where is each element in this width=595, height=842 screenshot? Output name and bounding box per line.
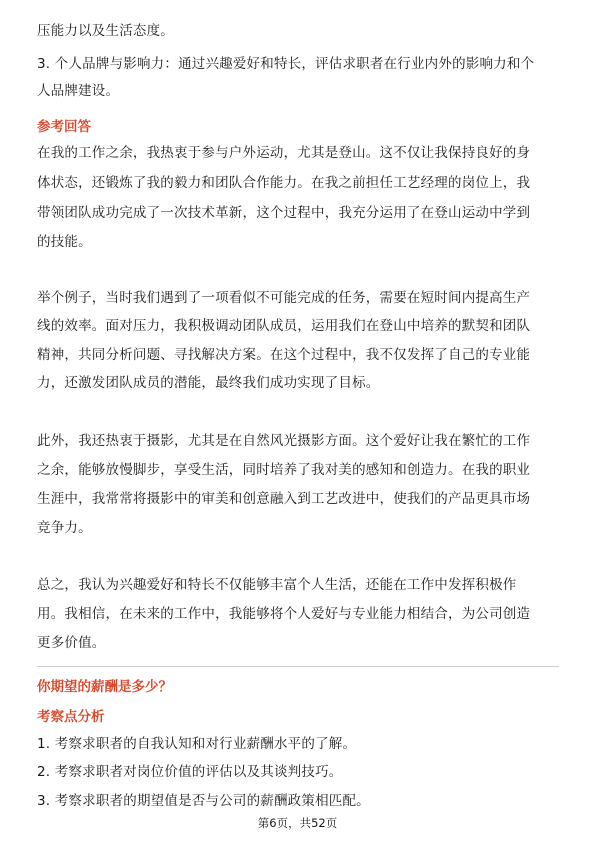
analysis-heading: 考察点分析 xyxy=(37,709,105,725)
intro-line: 压能力以及生活态度。 xyxy=(37,23,174,39)
answer-p2-line: 举个例子，当时我们遇到了一项看似不可能完成的任务，需要在短时间内提高生产 xyxy=(37,290,531,306)
answer-p3-line: 此外，我还热衷于摄影，尤其是在自然风光摄影方面。这个爱好让我在繁忙的工作 xyxy=(37,433,531,449)
answer-p1-line: 体状态，还锻炼了我的毅力和团队合作能力。在我之前担任工艺经理的岗位上，我 xyxy=(37,175,531,191)
answer-p3-line: 之余，能够放慢脚步，享受生活，同时培养了我对美的感知和创造力。在我的职业 xyxy=(37,462,531,478)
analysis-item: 2. 考察求职者对岗位价值的评估以及其谈判技巧。 xyxy=(37,764,343,780)
page-footer: 第6页，共52页 xyxy=(257,816,338,830)
answer-p3-line: 生涯中，我常常将摄影中的审美和创意融入到工艺改进中，使我们的产品更具市场 xyxy=(37,491,531,507)
answer-p1-line: 带领团队成功完成了一次技术革新，这个过程中，我充分运用了在登山运动中学到 xyxy=(37,205,531,221)
section-divider xyxy=(37,666,559,667)
answer-p4-line: 更多价值。 xyxy=(37,635,106,651)
analysis-item: 1. 考察求职者的自我认知和对行业薪酬水平的了解。 xyxy=(37,736,357,752)
intro-item-3-line-1: 3. 个人品牌与影响力：通过兴趣爱好和特长，评估求职者在行业内外的影响力和个 xyxy=(37,56,535,72)
answer-p1-line: 的技能。 xyxy=(37,234,92,250)
answer-p2-line: 力，还激发团队成员的潜能，最终我们成功实现了目标。 xyxy=(37,375,380,391)
question-title: 你期望的薪酬是多少？ xyxy=(37,679,172,695)
answer-p4-line: 用。我相信，在未来的工作中，我能够将个人爱好与专业能力相结合，为公司创造 xyxy=(37,606,531,622)
answer-p2-line: 线的效率。面对压力，我积极调动团队成员，运用我们在登山中培养的默契和团队 xyxy=(37,318,531,334)
answer-p4-line: 总之，我认为兴趣爱好和特长不仅能够丰富个人生活，还能在工作中发挥积极作 xyxy=(37,577,517,593)
answer-p2-line: 精神，共同分析问题、寻找解决方案。在这个过程中，我不仅发挥了自己的专业能 xyxy=(37,347,531,363)
answer-p3-line: 竞争力。 xyxy=(37,520,92,536)
analysis-item: 3. 考察求职者的期望值是否与公司的薪酬政策相匹配。 xyxy=(37,793,370,809)
answer-p1-line: 在我的工作之余，我热衷于参与户外运动，尤其是登山。这不仅让我保持良好的身 xyxy=(37,145,531,161)
reference-answer-heading: 参考回答 xyxy=(37,119,91,135)
intro-item-3-line-2: 人品牌建设。 xyxy=(37,83,120,99)
